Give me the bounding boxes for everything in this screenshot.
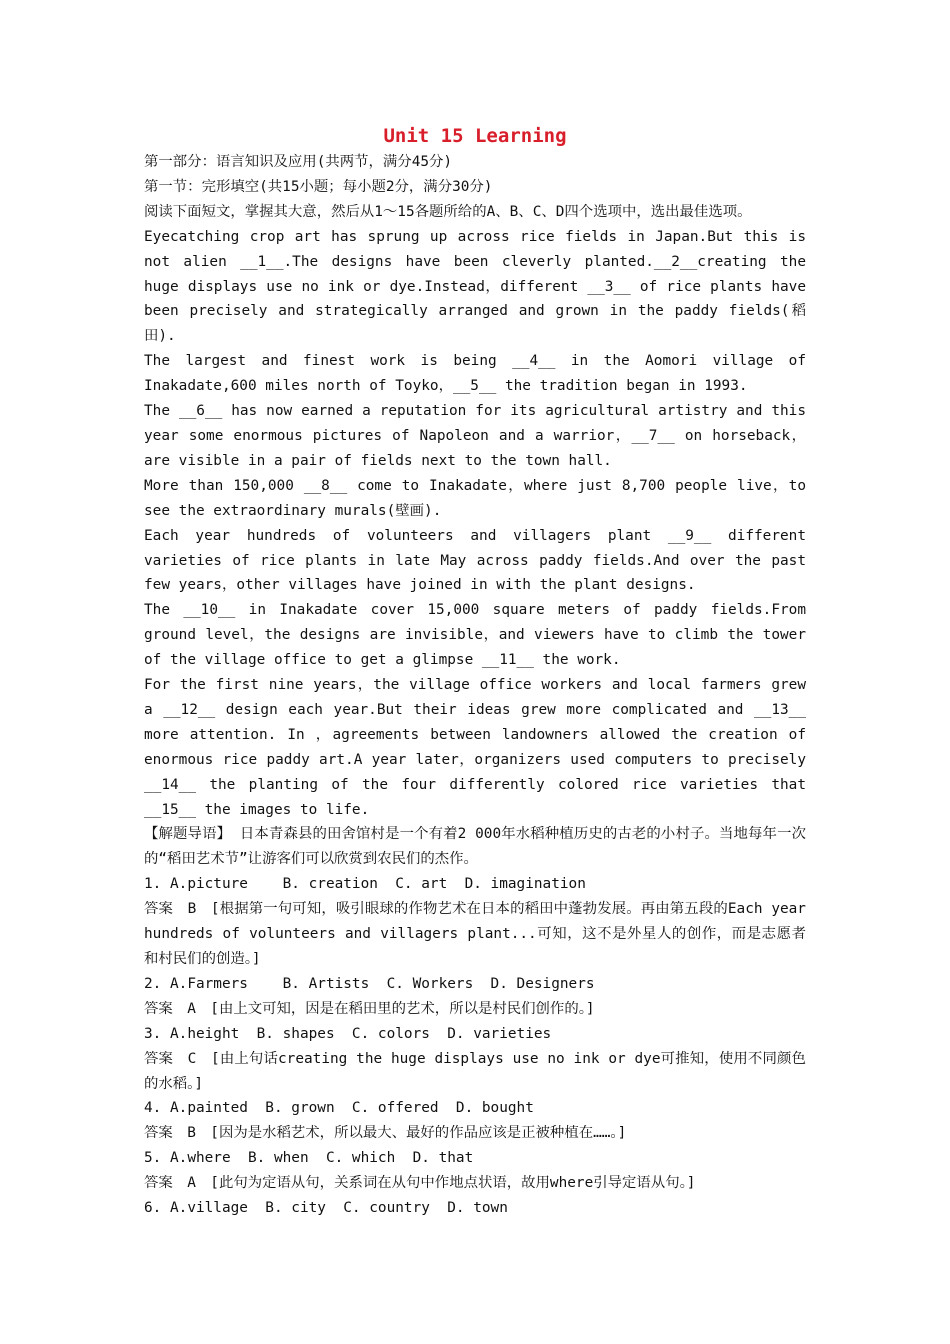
question-options: 2. A.Farmers B. Artists C. Workers D. Designers [144, 975, 595, 992]
passage-paragraph: More than 150,000 __8__ come to Inakadate，where just 8,700 people live，to see the extraordinary murals(壁画). [144, 477, 806, 519]
document-page [144, 122, 806, 1221]
answer-letter: A [187, 1175, 196, 1192]
question-item [144, 972, 806, 1022]
question-options: 6. A.village B. city C. country D. town [144, 1200, 508, 1217]
answer-label: 答案 [144, 1125, 173, 1142]
answer-label: 答案 [144, 1175, 173, 1192]
answer-letter: A [187, 1000, 196, 1017]
question-options: 1. A.picture B. creation C. art D. imagination [144, 876, 586, 893]
answer-letter: C [187, 1050, 197, 1067]
document-title: Unit 15 Learning [383, 125, 567, 147]
header-line-part: 第一部分：语言知识及应用(共两节，满分45分) [144, 154, 453, 170]
passage-paragraph: The __6__ has now earned a reputation for its agricultural artistry and this year some enormous pictures of Napoleon and a warrior，__7__ on horseback，are visible in a pair of fields next to the town hall. [144, 403, 806, 469]
answer-explanation: [根据第一句可知，吸引眼球的作物艺术在日本的稻田中蓬勃发展。再由第五段的Each year hundreds of volunteers and villagers plant...可知，这不是外星人的创作，而是志愿者和村民们的创造。] [144, 901, 806, 967]
answer-line [144, 1047, 806, 1097]
question-options: 5. A.where B. when C. which D. that [144, 1150, 474, 1167]
passage-paragraph: Each year hundreds of volunteers and villagers plant __9__ different varieties of rice plants in late May across paddy fields.And over the past few years，other villages have joined in with the plant designs. [144, 527, 806, 594]
answer-label: 答案 [144, 1050, 174, 1067]
cloze-passage [144, 225, 806, 823]
answer-explanation: [由上句话creating the huge displays use no ink or dye可推知，使用不同颜色的水稻。] [144, 1050, 806, 1092]
answer-letter: B [187, 901, 197, 918]
passage-paragraph: The largest and finest work is being __4__ in the Aomori village of Inakadate,600 miles north of Toyko，__5__ the tradition began in 1993. [144, 353, 806, 395]
passage-paragraph: For the first nine years，the village office workers and local farmers grew a __12__ design each year.But their ideas grew more complicated and __13__ more attention. In ，agreements between landowners allowed the creation of enormous rice paddy art.A year later，organizers used computers to precisely __14__ the planting of the four differently colored rice varieties that __15__ the images to life. [144, 677, 806, 818]
answer-label: 答案 [144, 901, 174, 918]
guide-text: 【解题导语】 日本青森县的田舍馆村是一个有着2 000年水稻种植历史的古老的小村子。当地每年一次的“稻田艺术节”让游客们可以欣赏到农民们的杰作。 [144, 826, 806, 868]
question-options: 3. A.height B. shapes C. colors D. varieties [144, 1025, 552, 1042]
passage-paragraph: The __10__ in Inakadate cover 15,000 square meters of paddy fields.From ground level，the designs are invisible，and viewers have to climb the tower of the village office to get a glimpse __11__ the work. [144, 602, 806, 669]
section-header [144, 150, 806, 225]
question-item [144, 1096, 806, 1146]
question-item [144, 872, 806, 972]
answer-label: 答案 [144, 1000, 173, 1017]
question-item [144, 1022, 806, 1097]
answer-explanation: [因为是水稻艺术，所以最大、最好的作品应该是正被种植在……。] [210, 1125, 627, 1142]
answer-line [144, 1121, 806, 1146]
passage-paragraph: Eyecatching crop art has sprung up across rice fields in Japan.But this is not alien __1__.The designs have been cleverly planted.__2__creating the huge displays use no ink or dye.Instead，different __3__ of rice plants have been precisely and strategically arranged and grown in the paddy fields(稻田). [144, 228, 806, 345]
header-line-section: 第一节：完形填空(共15小题；每小题2分，满分30分) [144, 178, 493, 195]
question-options: 4. A.painted B. grown C. offered D. bought [144, 1100, 534, 1117]
answer-explanation: [由上文可知，因是在稻田里的艺术，所以是村民们创作的。] [210, 1000, 595, 1017]
answer-line [144, 1171, 806, 1196]
answer-line [144, 997, 806, 1022]
question-list [144, 872, 806, 1221]
header-line-instructions: 阅读下面短文，掌握其大意，然后从1～15各题所给的A、B、C、D四个选项中，选出最佳选项。 [144, 203, 752, 220]
answer-explanation: [此句为定语从句，关系词在从句中作地点状语，故用where引导定语从句。] [210, 1175, 696, 1192]
question-item [144, 1196, 806, 1221]
question-item [144, 1146, 806, 1196]
answer-letter: B [187, 1125, 196, 1142]
answer-line [144, 897, 806, 972]
